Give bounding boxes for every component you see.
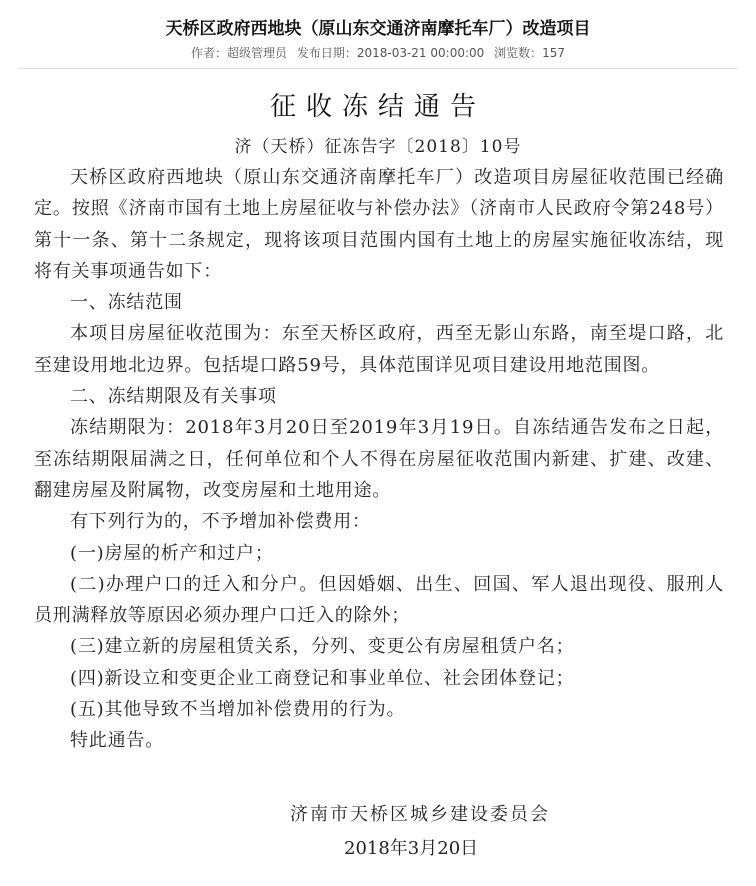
article-meta (0, 44, 756, 61)
list-item: (二)办理户口的迁入和分户。但因婚姻、出生、回国、军人退出现役、服刑人员刑满释放等原因必须办理户口迁入的除外； (34, 573, 724, 627)
section2-heading: 二、冻结期限及有关事项 (70, 386, 277, 408)
notice-body (34, 162, 724, 757)
list-item: (五)其他导致不当增加补偿费用的行为。 (70, 699, 406, 721)
signature-organization: 济南市天桥区城乡建设委员会 (290, 804, 550, 825)
closing-text: 特此通告。 (70, 730, 164, 752)
section2-text: 冻结期限为：2018年3月20日至2019年3月19日。自冻结通告发布之日起，至冻结期限届满之日，任何单位和个人不得在房屋征收范围内新建、扩建、改建、翻建房屋及附属物，改变房屋和土地用途。 (34, 417, 724, 501)
list-item: (一)房屋的析产和过户； (70, 542, 274, 564)
header-divider (18, 68, 738, 69)
view-count: 浏览数：157 (494, 46, 566, 60)
list-item: (四)新设立和变更企业工商登记和事业单位、社会团体登记； (70, 667, 575, 689)
publish-date: 发布日期：2018-03-21 00:00:00 (296, 46, 485, 60)
author-label: 作者：超级管理员 (190, 46, 287, 60)
intro-paragraph: 天桥区政府西地块（原山东交通济南摩托车厂）改造项目房屋征收范围已经确定。按照《济南市国有土地上房屋征收与补偿办法》（济南市人民政府令第248号）第十一条、第十二条规定，现将该项目范围内国有土地上的房屋实施征收冻结，现将有关事项通告如下： (34, 167, 724, 282)
document-number: 济（天桥）征冻告字〔2018〕10号 (234, 137, 522, 157)
list-item: (三)建立新的房屋租赁关系，分列、变更公有房屋租赁户名； (70, 636, 575, 658)
notice-title: 征收冻结通告 (269, 92, 486, 122)
section1-heading: 一、冻结范围 (70, 292, 183, 314)
section1-text: 本项目房屋征收范围为：东至天桥区政府，西至无影山东路，南至堤口路，北至建设用地北边界。包括堤口路59号，具体范围详见项目建设用地范围图。 (34, 323, 724, 376)
list-intro: 有下列行为的，不予增加补偿费用： (70, 511, 371, 533)
article-title: 天桥区政府西地块（原山东交通济南摩托车厂）改造项目 (165, 19, 591, 39)
signature-date: 2018年3月20日 (344, 838, 479, 859)
